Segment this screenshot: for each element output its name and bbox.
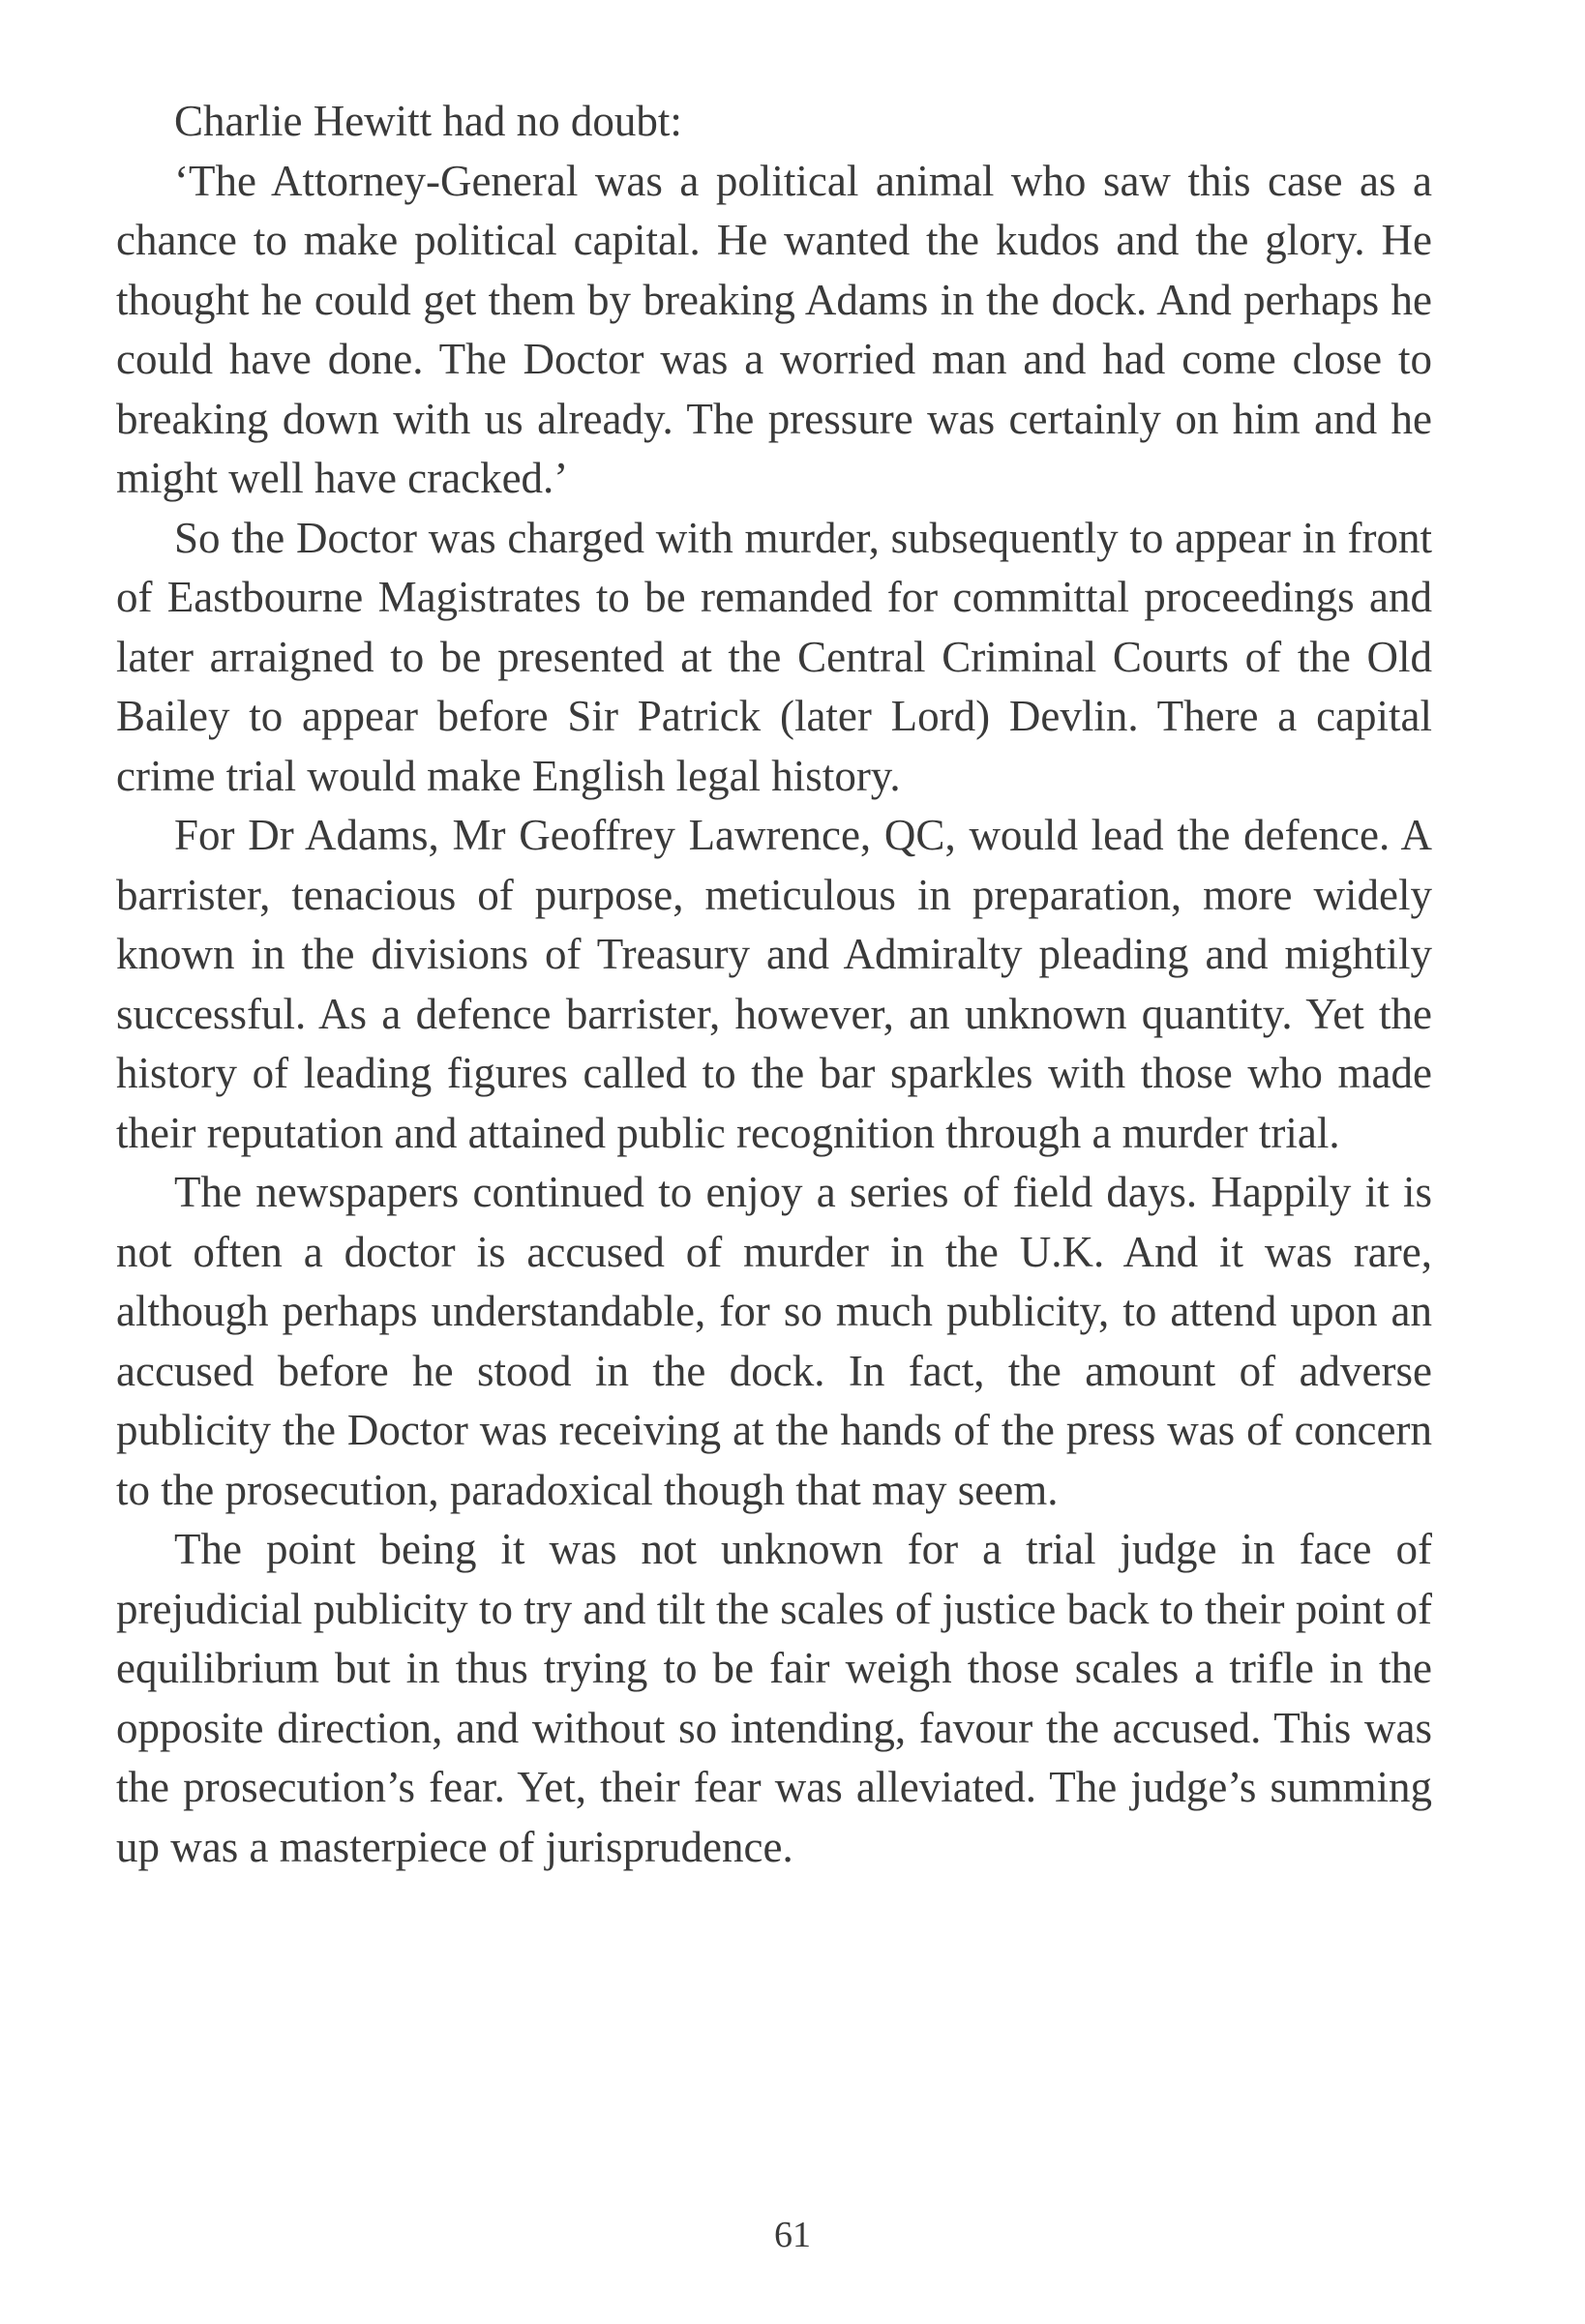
paragraph-5: The newspapers continued to enjoy a series of field days. Happily it is not often a doctor is accused of murder in the U.K. And it was rare, although perhaps understandable, for so much publicity, to attend upon an accused before he stood in the dock. In fact, the amount of adverse publicity the Doctor was receiving at the hands of the press was of concern to the prosecution, paradoxical though that may seem. [116,1168,1432,1514]
paragraph-3: So the Doctor was charged with murder, subsequently to appear in front of Eastbourne Magistrates to be remanded for committal proceedings and later arraigned to be presented at the Central Criminal Courts of the Old Bailey to appear before Sir Patrick (later Lord) Devlin. There a capital crime trial would make English legal history. [116,513,1432,800]
page-body [116,92,1432,1877]
paragraph-2: ‘The Attorney-General was a political animal who saw this case as a chance to make political capital. He wanted the kudos and the glory. He thought he could get them by breaking Adams in the dock. And perhaps he could have done. The Doctor was a worried man and had come close to breaking down with us already. The pressure was certainly on him and he might well have cracked.’ [116,156,1432,502]
paragraph-1: Charlie Hewitt had no doubt: [174,97,682,145]
page-number: 61 [774,2215,811,2255]
paragraph-4: For Dr Adams, Mr Geoffrey Lawrence, QC, would lead the defence. A barrister, tenacious of purpose, meticulous in preparation, more widely known in the divisions of Treasury and Admiralty pleading and mightily successful. As a defence barrister, however, an unknown quantity. Yet the history of leading figures called to the bar sparkles with those who made their reputation and attained public recognition through a murder trial. [116,811,1432,1157]
paragraph-6: The point being it was not unknown for a trial judge in face of prejudicial publicity to try and tilt the scales of justice back to their point of equilibrium but in thus trying to be fair weigh those scales a trifle in the opposite direction, and without so intending, favour the accused. This was the prosecution’s fear. Yet, their fear was alleviated. The judge’s summing up was a masterpiece of jurisprudence. [116,1525,1432,1871]
